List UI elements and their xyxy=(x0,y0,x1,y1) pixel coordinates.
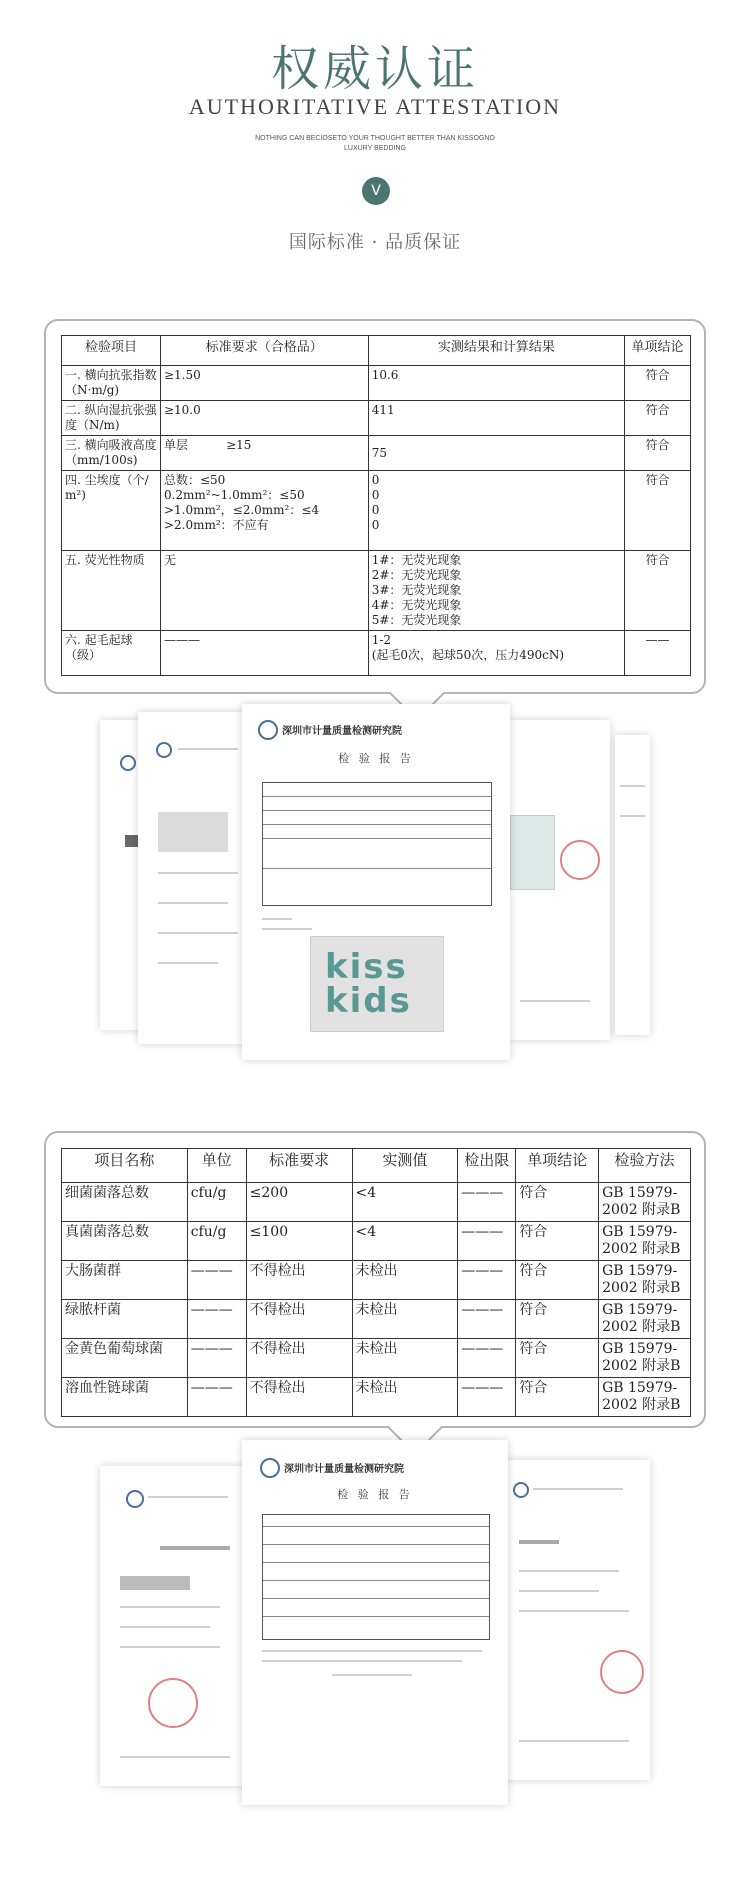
report-title: 检 验 报 告 xyxy=(337,1488,413,1501)
chevron-badge-icon: V xyxy=(362,177,390,205)
table-row xyxy=(62,471,691,551)
tagline: 国际标准 · 品质保证 xyxy=(288,232,462,253)
result-line: 1#：无荧光现象 xyxy=(371,553,462,567)
conclusion-cell: —— xyxy=(625,631,691,676)
method-cell: GB 15979-2002 附录B xyxy=(599,1261,691,1300)
header-cell: 单位 xyxy=(187,1149,246,1183)
result-cell xyxy=(368,631,624,676)
measured-cell: <4 xyxy=(352,1183,458,1222)
measured-cell: 未检出 xyxy=(352,1339,458,1378)
org-logo-icon xyxy=(120,755,136,771)
text-line xyxy=(262,918,292,920)
name-cell: 溶血性链球菌 xyxy=(62,1378,188,1417)
table-row xyxy=(62,1261,691,1300)
standard-cell: 不得检出 xyxy=(246,1339,352,1378)
result-line: 2#：无荧光现象 xyxy=(371,568,462,582)
table-row xyxy=(62,436,691,471)
standard-cell: ≥10.0 xyxy=(160,401,368,436)
conclusion-cell: 符合 xyxy=(625,551,691,631)
tiny-caption-line1: NOTHING CAN BECIOSETO YOUR THOUGHT BETTER THAN KISSOGNO xyxy=(255,135,495,142)
conclusion-cell: 符合 xyxy=(516,1261,599,1300)
result-cell: 75 xyxy=(368,436,624,471)
table-row xyxy=(62,366,691,401)
result-line: 0 xyxy=(371,518,380,532)
mini-row xyxy=(263,869,491,897)
method-cell: GB 15979-2002 附录B xyxy=(599,1339,691,1378)
conclusion-cell: 符合 xyxy=(625,436,691,471)
result-cell: 411 xyxy=(368,401,624,436)
mini-row xyxy=(263,839,491,869)
table-header-row xyxy=(62,1149,691,1183)
report-mini-table xyxy=(262,782,492,906)
result-line: 3#：无荧光现象 xyxy=(371,583,462,597)
result-line: 0 xyxy=(371,503,380,517)
measured-cell: 未检出 xyxy=(352,1378,458,1417)
header-cell: 单项结论 xyxy=(625,336,691,366)
header-cell: 实测值 xyxy=(352,1149,458,1183)
text-line xyxy=(148,1496,228,1498)
report-page-back-right-far xyxy=(615,735,650,1035)
seal-stamp xyxy=(560,840,600,880)
method-cell: GB 15979-2002 附录B xyxy=(599,1378,691,1417)
standard-cell: 无 xyxy=(160,551,368,631)
text-line xyxy=(120,1606,220,1608)
mini-row xyxy=(263,783,491,797)
table-row xyxy=(62,1300,691,1339)
org-name: 深圳市计量质量检测研究院 xyxy=(282,726,402,737)
report-page-back-left xyxy=(100,1466,250,1786)
standard-cell: ——— xyxy=(160,631,368,676)
unit-cell: cfu/g xyxy=(187,1183,246,1222)
result-line: 4#：无荧光现象 xyxy=(371,598,462,612)
text-line xyxy=(620,785,645,787)
text-line xyxy=(519,1740,629,1742)
header-cell: 单项结论 xyxy=(516,1149,599,1183)
name-cell: 绿脓杆菌 xyxy=(62,1300,188,1339)
page-subtitle: AUTHORITATIVE ATTESTATION xyxy=(188,94,562,119)
unit-cell: ——— xyxy=(187,1378,246,1417)
standard-cell: 单层 ≥15 xyxy=(160,436,368,471)
report-title: 检 验 报 告 xyxy=(338,752,414,765)
text-line xyxy=(332,1674,412,1676)
text-line xyxy=(120,1756,230,1758)
mini-row xyxy=(263,1527,489,1545)
mini-row xyxy=(263,1515,489,1527)
unit-cell: ——— xyxy=(187,1300,246,1339)
limit-cell: ——— xyxy=(458,1261,516,1300)
mini-row xyxy=(263,1581,489,1599)
mini-row xyxy=(263,825,491,839)
report-page-front xyxy=(242,1440,508,1805)
mini-row xyxy=(263,797,491,811)
measured-cell: <4 xyxy=(352,1222,458,1261)
title-line xyxy=(519,1540,559,1544)
text-line xyxy=(262,1650,482,1652)
org-name: 深圳市计量质量检测研究院 xyxy=(284,1464,404,1475)
org-logo-icon xyxy=(513,1482,529,1498)
conclusion-cell: 符合 xyxy=(625,471,691,551)
result-line: 0 xyxy=(371,488,380,502)
product-photo xyxy=(310,936,444,1032)
mini-row xyxy=(263,1545,489,1563)
limit-cell: ——— xyxy=(458,1183,516,1222)
header-cell: 检出限 xyxy=(458,1149,516,1183)
standard-line: >1.0mm²，≤2.0mm²：≤4 xyxy=(163,503,320,517)
result-line: 5#：无荧光现象 xyxy=(371,613,462,627)
mini-row xyxy=(263,1563,489,1581)
unit-cell: cfu/g xyxy=(187,1222,246,1261)
mini-row xyxy=(263,811,491,825)
result-cell: 10.6 xyxy=(368,366,624,401)
measured-cell: 未检出 xyxy=(352,1300,458,1339)
report-page-back-right xyxy=(510,720,610,1040)
text-line xyxy=(519,1570,619,1572)
tiny-caption-line2: LUXURY BEDDING xyxy=(344,145,406,152)
microbial-test-callout xyxy=(44,1131,706,1428)
header-cell: 检验项目 xyxy=(62,336,161,366)
conclusion-cell: 符合 xyxy=(516,1378,599,1417)
result-cell xyxy=(368,551,624,631)
header-cell: 项目名称 xyxy=(62,1149,188,1183)
method-cell: GB 15979-2002 附录B xyxy=(599,1183,691,1222)
conclusion-cell: 符合 xyxy=(516,1183,599,1222)
org-logo-icon xyxy=(258,720,278,740)
page-title: 权威认证 xyxy=(270,41,479,97)
text-line xyxy=(158,962,218,964)
standard-cell: 不得检出 xyxy=(246,1300,352,1339)
table-row xyxy=(62,401,691,436)
brand-logo-kids: kids xyxy=(325,981,412,1021)
report-page-front xyxy=(242,704,510,1060)
table-row xyxy=(62,1183,691,1222)
report-pages-group-1 xyxy=(0,700,750,1070)
standard-cell: ≥1.50 xyxy=(160,366,368,401)
standard-cell xyxy=(160,471,368,551)
barcode-graphic xyxy=(158,812,228,852)
item-cell: 三. 横向吸液高度（mm/100s) xyxy=(62,436,161,471)
method-cell: GB 15979-2002 附录B xyxy=(599,1222,691,1261)
text-line xyxy=(519,1590,599,1592)
conclusion-cell: 符合 xyxy=(625,401,691,436)
org-logo-icon xyxy=(156,742,172,758)
table-row xyxy=(62,1339,691,1378)
table-row xyxy=(62,631,691,676)
seal-stamp xyxy=(148,1678,198,1728)
microbial-test-table xyxy=(61,1148,691,1417)
text-line xyxy=(120,1646,220,1648)
conclusion-cell: 符合 xyxy=(516,1300,599,1339)
standard-line: 总数：≤50 xyxy=(163,473,226,487)
text-line xyxy=(620,815,645,817)
standard-line: 0.2mm²~1.0mm²：≤50 xyxy=(163,488,305,502)
method-cell: GB 15979-2002 附录B xyxy=(599,1300,691,1339)
text-line xyxy=(533,1488,623,1490)
standard-cell: 不得检出 xyxy=(246,1261,352,1300)
table-row xyxy=(62,1222,691,1261)
limit-cell: ——— xyxy=(458,1378,516,1417)
item-cell: 一. 横向抗张指数（N·m/g) xyxy=(62,366,161,401)
header-cell: 标准要求 xyxy=(246,1149,352,1183)
text-line xyxy=(262,928,312,930)
item-cell: 五. 荧光性物质 xyxy=(62,551,161,631)
text-line xyxy=(519,1610,629,1612)
unit-cell: ——— xyxy=(187,1261,246,1300)
name-cell: 金黄色葡萄球菌 xyxy=(62,1339,188,1378)
item-cell: 六. 起毛起球（级） xyxy=(62,631,161,676)
item-cell: 四. 尘埃度（个/ m²) xyxy=(62,471,161,551)
seal-stamp xyxy=(600,1650,644,1694)
org-logo-icon xyxy=(126,1490,144,1508)
measured-cell: 未检出 xyxy=(352,1261,458,1300)
text-line xyxy=(120,1626,210,1628)
limit-cell: ——— xyxy=(458,1300,516,1339)
text-line xyxy=(158,902,228,904)
standard-cell: ≤100 xyxy=(246,1222,352,1261)
mini-row xyxy=(263,1599,489,1617)
limit-cell: ——— xyxy=(458,1222,516,1261)
table-header-row xyxy=(62,336,691,366)
result-line: (起毛0次，起球50次，压力490cN) xyxy=(371,648,565,662)
physical-test-callout xyxy=(44,319,706,694)
report-page-back-left xyxy=(138,712,248,1044)
title-line xyxy=(160,1546,230,1550)
header-cell: 实测结果和计算结果 xyxy=(368,336,624,366)
standard-cell: ≤200 xyxy=(246,1183,352,1222)
header-cell: 检验方法 xyxy=(599,1149,691,1183)
product-photo xyxy=(510,815,555,890)
name-cell: 大肠菌群 xyxy=(62,1261,188,1300)
conclusion-cell: 符合 xyxy=(516,1339,599,1378)
text-line xyxy=(178,748,238,750)
text-line xyxy=(520,1000,590,1002)
table-row xyxy=(62,1378,691,1417)
standard-cell: 不得检出 xyxy=(246,1378,352,1417)
result-line: 0 xyxy=(371,473,380,487)
report-page-back-right xyxy=(505,1460,650,1780)
name-cell: 真菌菌落总数 xyxy=(62,1222,188,1261)
unit-cell: ——— xyxy=(187,1339,246,1378)
mini-row xyxy=(263,1617,489,1635)
text-line xyxy=(158,872,238,874)
header-cell: 标准要求（合格品） xyxy=(160,336,368,366)
brand-logo-kiss: kiss xyxy=(325,947,408,987)
physical-test-table xyxy=(61,335,691,676)
name-cell: 细菌菌落总数 xyxy=(62,1183,188,1222)
tiny-caption xyxy=(225,134,525,154)
report-pages-group-2 xyxy=(0,1430,750,1820)
text-line xyxy=(262,1660,462,1662)
item-cell: 二. 纵向湿抗张强度（N/m) xyxy=(62,401,161,436)
text-line xyxy=(158,932,238,934)
report-mini-table xyxy=(262,1514,490,1640)
result-cell xyxy=(368,471,624,551)
barcode-graphic xyxy=(120,1576,190,1590)
limit-cell: ——— xyxy=(458,1339,516,1378)
standard-line: >2.0mm²：不应有 xyxy=(163,518,269,532)
table-row xyxy=(62,551,691,631)
conclusion-cell: 符合 xyxy=(625,366,691,401)
conclusion-cell: 符合 xyxy=(516,1222,599,1261)
org-logo-icon xyxy=(260,1458,280,1478)
result-line: 1-2 xyxy=(371,633,392,647)
